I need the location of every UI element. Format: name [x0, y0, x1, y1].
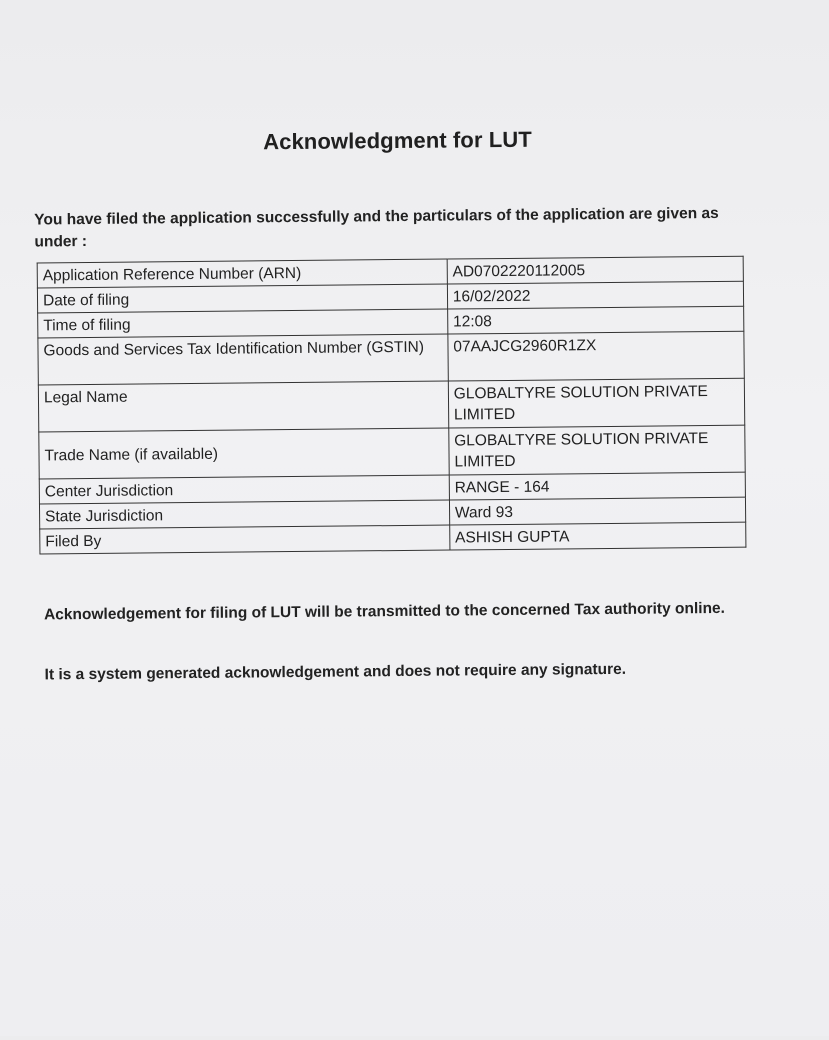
row-label-time: Time of filing — [38, 309, 448, 338]
row-label-date: Date of filing — [37, 284, 447, 313]
table-row — [38, 378, 744, 432]
intro-text: You have filed the application successfully and the particulars of the application are given as under : — [34, 204, 719, 251]
row-value-gstin: 07AAJCG2960R1ZX — [448, 331, 745, 381]
document-title: Acknowledgment for LUT — [263, 126, 532, 155]
row-value-arn: AD0702220112005 — [447, 256, 743, 284]
row-label-gstin: Goods and Services Tax Identification Number (GSTIN) — [38, 334, 448, 385]
row-label-trade-name: Trade Name (if available) — [39, 428, 449, 479]
transmit-note: Acknowledgement for filing of LUT will be transmitted to the concerned Tax authority online. — [43, 599, 726, 624]
particulars-table — [37, 256, 747, 555]
table-row — [40, 522, 746, 554]
row-label-legal-name: Legal Name — [38, 381, 448, 432]
row-value-center-jurisdiction: RANGE - 164 — [449, 472, 745, 500]
row-value-time: 12:08 — [447, 306, 743, 334]
row-value-state-jurisdiction: Ward 93 — [449, 497, 745, 525]
table-row — [39, 425, 745, 479]
row-label-filed-by: Filed By — [40, 525, 450, 554]
system-generated-note: It is a system generated acknowledgement and does not require any signature. — [44, 660, 627, 684]
row-value-filed-by: ASHISH GUPTA — [450, 522, 746, 550]
row-label-arn: Application Reference Number (ARN) — [37, 259, 447, 288]
row-value-legal-name: GLOBALTYRE SOLUTION PRIVATE LIMITED — [448, 378, 745, 428]
row-value-trade-name: GLOBALTYRE SOLUTION PRIVATE LIMITED — [449, 425, 746, 475]
table-row — [38, 331, 744, 385]
row-label-state-jurisdiction: State Jurisdiction — [39, 500, 449, 529]
row-value-date: 16/02/2022 — [447, 281, 743, 309]
row-label-center-jurisdiction: Center Jurisdiction — [39, 475, 449, 504]
